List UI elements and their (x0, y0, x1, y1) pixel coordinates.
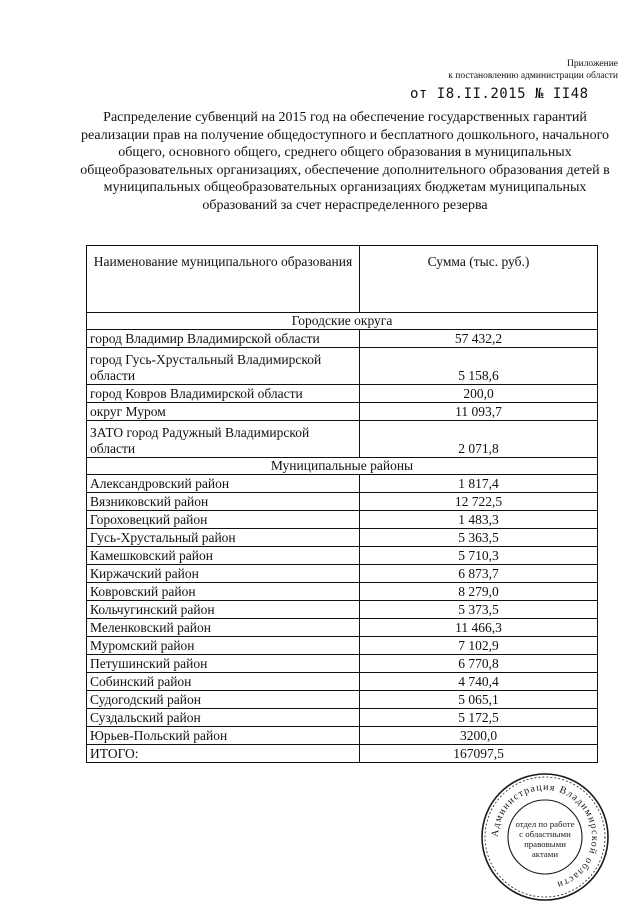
municipality-name: округ Муром (87, 403, 360, 421)
amount: 5 172,5 (360, 709, 598, 727)
section-header-urban-districts (87, 313, 598, 330)
amount: 3200,0 (360, 727, 598, 745)
stamp-center-line: с областными (519, 829, 571, 839)
stamp-ring-text: Администрация Владимирской области (489, 781, 601, 891)
amount: 6 770,8 (360, 655, 598, 673)
amount: 167097,5 (360, 745, 598, 763)
amount: 11 093,7 (360, 403, 598, 421)
municipality-name: Муромский район (87, 637, 360, 655)
table-row (87, 601, 598, 619)
amount: 2 071,8 (360, 421, 598, 458)
appendix-decree-ref: к постановлению администрации области (448, 71, 618, 81)
table-row (87, 330, 598, 348)
decree-number: от I8.II.2015 № II48 (410, 86, 589, 102)
table-row (87, 565, 598, 583)
amount: 6 873,7 (360, 565, 598, 583)
amount: 5 373,5 (360, 601, 598, 619)
table-row (87, 691, 598, 709)
table-row (87, 421, 598, 458)
total-row (87, 745, 598, 763)
section-title: Городские округа (87, 313, 598, 330)
table-header-row (87, 246, 598, 313)
amount: 5 065,1 (360, 691, 598, 709)
amount: 12 722,5 (360, 493, 598, 511)
table-row (87, 727, 598, 745)
distribution-table (86, 245, 598, 763)
amount: 1 483,3 (360, 511, 598, 529)
municipality-name: Вязниковский район (87, 493, 360, 511)
municipality-name: город Гусь-Хрустальный Владимирской области (87, 348, 360, 385)
municipality-name: Гороховецкий район (87, 511, 360, 529)
stamp-center-line: отдел по работе (515, 819, 575, 829)
table-row (87, 655, 598, 673)
appendix-reference (358, 58, 618, 82)
amount: 7 102,9 (360, 637, 598, 655)
table-row (87, 403, 598, 421)
table-row (87, 637, 598, 655)
table-row (87, 385, 598, 403)
table-row (87, 673, 598, 691)
amount: 5 710,3 (360, 547, 598, 565)
municipality-name: Судогодский район (87, 691, 360, 709)
table-row (87, 619, 598, 637)
municipality-name: Александровский район (87, 475, 360, 493)
municipality-name: Суздальский район (87, 709, 360, 727)
municipality-name: город Ковров Владимирской области (87, 385, 360, 403)
table-row (87, 529, 598, 547)
amount: 4 740,4 (360, 673, 598, 691)
municipality-name: Кольчугинский район (87, 601, 360, 619)
document-title: Распределение субвенций на 2015 год на обеспечение государственных гарантий реализации прав на получение общедоступного и бесплатного дошкольного, начального общего, основного общего, среднего общего образования в муниципальных общеобразовательных организациях, обеспечение дополнительного образования детей в муниципальных общеобразовательных организациях бюджетам муниципальных образований за счет нераспределенного резерва (80, 110, 610, 213)
column-header-amount: Сумма (тыс. руб.) (360, 246, 598, 313)
amount: 1 817,4 (360, 475, 598, 493)
municipality-name: ЗАТО город Радужный Владимирской области (87, 421, 360, 458)
municipality-name: город Владимир Владимирской области (87, 330, 360, 348)
section-header-municipal-districts (87, 458, 598, 475)
table-row (87, 493, 598, 511)
table-row (87, 547, 598, 565)
amount: 57 432,2 (360, 330, 598, 348)
table-row (87, 475, 598, 493)
amount: 11 466,3 (360, 619, 598, 637)
amount: 5 158,6 (360, 348, 598, 385)
column-header-name: Наименование муниципального образования (87, 246, 360, 313)
municipality-name: Меленковский район (87, 619, 360, 637)
stamp-center-line: правовыми (524, 839, 566, 849)
table-row (87, 583, 598, 601)
municipality-name: Юрьев-Польский район (87, 727, 360, 745)
municipality-name: Гусь-Хрустальный район (87, 529, 360, 547)
amount: 200,0 (360, 385, 598, 403)
section-title: Муниципальные районы (87, 458, 598, 475)
municipality-name: Собинский район (87, 673, 360, 691)
municipality-name: ИТОГО: (87, 745, 360, 763)
amount: 8 279,0 (360, 583, 598, 601)
municipality-name: Ковровский район (87, 583, 360, 601)
stamp-center-line: актами (531, 849, 559, 859)
appendix-label: Приложение (567, 59, 618, 69)
table-row (87, 511, 598, 529)
table-row (87, 348, 598, 385)
municipality-name: Петушинский район (87, 655, 360, 673)
table-row (87, 709, 598, 727)
municipality-name: Киржачский район (87, 565, 360, 583)
official-stamp (478, 770, 612, 904)
municipality-name: Камешковский район (87, 547, 360, 565)
amount: 5 363,5 (360, 529, 598, 547)
